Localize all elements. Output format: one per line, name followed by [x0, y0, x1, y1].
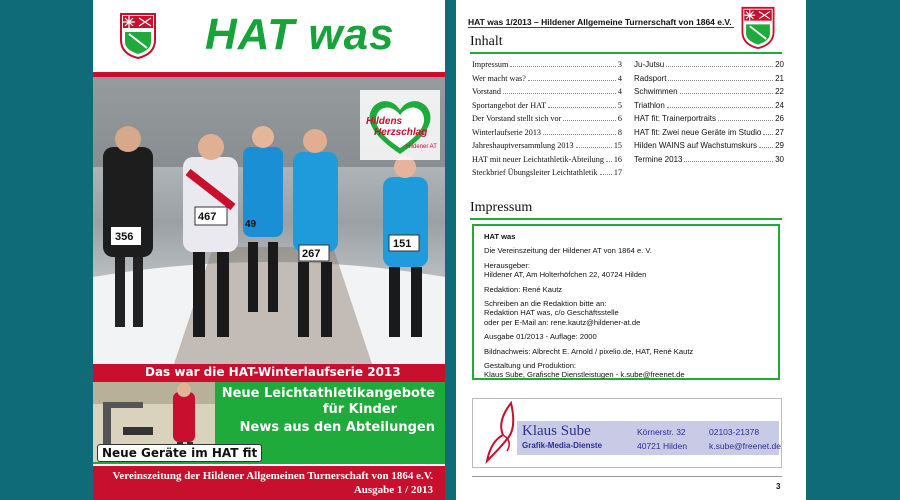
- toc-entry-page: 26: [775, 114, 784, 123]
- geraete-label: Neue Geräte im HAT fit: [97, 444, 262, 462]
- klaus-sube-advert[interactable]: [472, 398, 782, 468]
- bib-number: 467: [198, 211, 217, 223]
- advert-email[interactable]: k.sube@freenet.de: [709, 441, 781, 451]
- toc-entry-page: 3: [617, 60, 622, 69]
- advert-phone: 02103-21378: [709, 427, 760, 437]
- impressum-line: Herausgeber:: [484, 260, 531, 270]
- toc-entry-page: 30: [775, 154, 784, 164]
- advert-street: Körnerstr. 32: [637, 427, 686, 437]
- toc-entry[interactable]: [634, 141, 784, 155]
- advert-company-name: Klaus Sube: [522, 423, 591, 439]
- impressum-line: Redaktion: René Kautz: [484, 284, 563, 294]
- toc-entry-page: 15: [613, 141, 622, 150]
- toc-entry[interactable]: [472, 114, 622, 128]
- toc-right-column: [634, 60, 784, 168]
- advert-banner: [517, 421, 779, 455]
- impressum-email-line[interactable]: oder per E-Mail an: rene.kautz@hildener-at.de: [484, 317, 641, 327]
- impressum-name: HAT was: [484, 232, 516, 241]
- toc-entry-title: Triathlon: [634, 100, 665, 110]
- toc-entry[interactable]: [472, 168, 622, 182]
- running-header: [468, 12, 734, 28]
- toc-entry-title: Steckbrief Übungsleiter Leichtathletik: [472, 168, 598, 177]
- toc-entry-title: HAT fit: Zwei neue Geräte im Studio: [634, 127, 762, 137]
- impressum-line: Die Vereinszeitung der Hildener AT von 1864 e. V.: [484, 246, 652, 256]
- toc-entry-page: 29: [775, 141, 784, 150]
- cover-footer-line-2: Ausgabe 1 / 2013: [353, 484, 433, 496]
- toc-entry[interactable]: [634, 101, 784, 115]
- impressum-rule: [470, 218, 782, 220]
- teaser-line-3: News aus den Abteilungen: [239, 420, 435, 435]
- toc-entry-title: Sportangebot der HAT: [472, 100, 547, 110]
- toc-entry[interactable]: [634, 128, 784, 142]
- badge-line-1: Hildens: [366, 116, 403, 127]
- toc-entry-page: 4: [617, 73, 622, 83]
- impressum-line: Bildnachweis: Albrecht E. Arnold / pixelio.de, HAT, René Kautz: [484, 346, 694, 356]
- toc-entry-page: 16: [613, 154, 622, 164]
- toc-entry-title: Termine 2013: [634, 154, 683, 164]
- impressum-box: [472, 224, 780, 380]
- inhalt-heading: Inhalt: [470, 34, 503, 49]
- bib-number: 267: [302, 248, 321, 260]
- toc-entry-title: Impressum: [472, 60, 509, 69]
- hildens-herzschlag-badge: [360, 90, 440, 160]
- page-number: 3: [776, 482, 781, 491]
- toc-entry[interactable]: [472, 141, 622, 155]
- toc-entry-title: HAT fit: Trainerportraits: [634, 114, 716, 123]
- toc-entry[interactable]: [472, 101, 622, 115]
- toc-entry[interactable]: [634, 87, 784, 101]
- impressum-line: Gestaltung und Produktion:: [484, 361, 577, 371]
- toc-entry-title: Radsport: [634, 73, 667, 83]
- teaser-line-1: Neue Leichtathletikangebote: [221, 386, 435, 401]
- toc-entry-title: Schwimmen: [634, 87, 678, 96]
- cover-footer-line-1: Vereinszeitung der Hildener Allgemeinen Turnerschaft von 1864 e.V.: [112, 470, 433, 482]
- advert-city: 40721 Hilden: [637, 441, 688, 451]
- impressum-heading: Impressum: [470, 200, 533, 215]
- toc-entry[interactable]: [472, 155, 622, 169]
- toc-entry-page: 22: [775, 87, 784, 96]
- headline-band: [93, 364, 445, 382]
- club-crest-logo: [119, 12, 157, 60]
- toc-entry-page: 8: [617, 127, 622, 137]
- running-header-text: HAT was 1/2013 – Hildener Allgemeine Turnerschaft von 1864 e.V.: [468, 17, 732, 27]
- toc-entry-page: 27: [775, 127, 784, 137]
- cover-headline: Das war die HAT-Winterlaufserie 2013: [145, 365, 401, 379]
- toc-entry-page: 20: [775, 60, 784, 69]
- toc-entry-title: Wer macht was?: [472, 73, 526, 83]
- toc-entry[interactable]: [634, 74, 784, 88]
- footer-rule: [472, 476, 782, 477]
- cover-page: [93, 0, 445, 500]
- cover-title: HAT was: [205, 10, 395, 59]
- toc-entry[interactable]: [472, 128, 622, 142]
- toc-entry-page: 24: [775, 100, 784, 110]
- impressum-line: Hildener AT, Am Holterhöfchen 22, 40724 Hilden: [484, 270, 647, 280]
- toc-entry[interactable]: [634, 60, 784, 74]
- impressum-line: Redaktion HAT was, c/o Geschäftsstelle: [484, 308, 619, 318]
- toc-entry-title: Der Vorstand stellt sich vor: [472, 114, 562, 123]
- impressum-line: Ausgabe 01/2013 - Auflage: 2000: [484, 332, 597, 342]
- badge-line-2: Herzschlag: [374, 127, 428, 138]
- toc-entry[interactable]: [634, 155, 784, 169]
- toc-entry-page: 4: [617, 87, 622, 96]
- toc-entry-page: 5: [617, 100, 622, 110]
- teaser-line-2: für Kinder: [322, 402, 397, 417]
- cover-footer: [93, 466, 445, 500]
- toc-entry-page: 21: [775, 73, 784, 83]
- inhalt-rule: [470, 52, 782, 54]
- toc-entry-title: Vorstand: [472, 87, 501, 96]
- contents-page: [456, 0, 806, 500]
- toc-entry-title: Ju-Jutsu: [634, 60, 665, 69]
- advert-tagline: Grafik-Media-Dienste: [522, 441, 603, 450]
- toc-entry-page: 6: [617, 114, 622, 123]
- toc-entry[interactable]: [472, 74, 622, 88]
- toc-entry-page: 17: [613, 168, 622, 177]
- bib-number: 49: [245, 219, 257, 230]
- toc-entry[interactable]: [472, 60, 622, 74]
- toc-entry-title: HAT mit neuer Leichtathletik-Abteilung: [472, 154, 604, 164]
- impressum-line: Klaus Sube, Grafische Dienstleistugen - k.sube@freenet.de: [484, 370, 685, 380]
- club-crest-logo: [740, 6, 776, 50]
- toc-entry-title: Hilden WAINS auf Wachstumskurs: [634, 141, 757, 150]
- bib-number: 151: [393, 238, 412, 250]
- bib-number: 356: [115, 231, 134, 243]
- badge-line-3: Hildener AT: [406, 144, 437, 150]
- toc-entry-title: Winterlaufserie 2013: [472, 127, 542, 137]
- impressum-line: Schreiben an die Redaktion bitte an:: [484, 299, 607, 309]
- toc-entry[interactable]: [634, 114, 784, 128]
- toc-entry-title: Jahreshauptversammlung 2013: [472, 141, 574, 150]
- toc-left-column: [472, 60, 622, 182]
- toc-entry[interactable]: [472, 87, 622, 101]
